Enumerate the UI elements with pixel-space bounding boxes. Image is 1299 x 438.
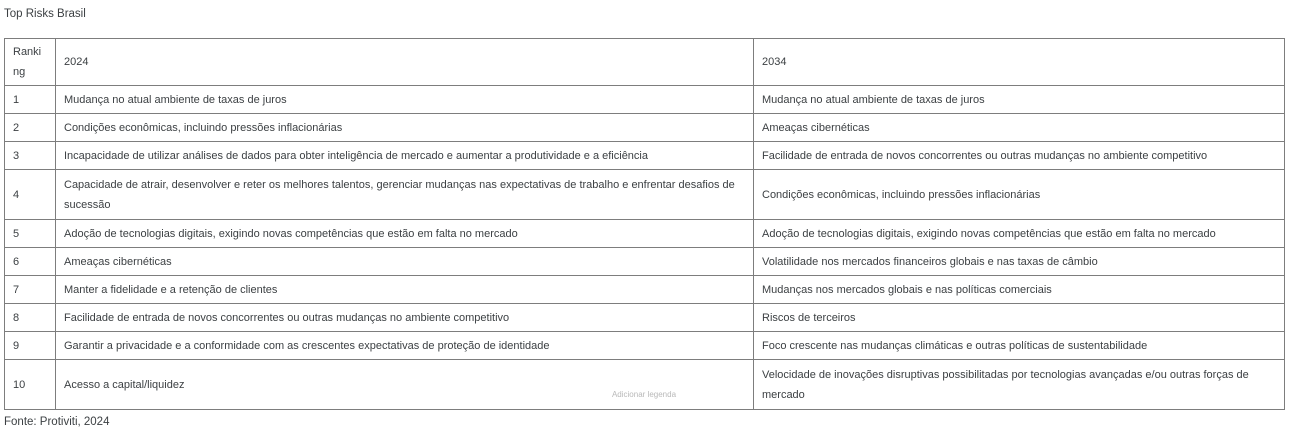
source-text: Fonte: Protiviti, 2024 <box>4 416 110 428</box>
risk-2024-cell: Capacidade de atrair, desenvolver e reter os melhores talentos, gerenciar mudanças nas expectativas de trabalho e enfrentar desafios de sucessão <box>56 170 754 220</box>
risk-2024-cell: Mudança no atual ambiente de taxas de juros <box>56 86 754 114</box>
risk-2024-cell: Adoção de tecnologias digitais, exigindo novas competências que estão em falta no mercado <box>56 220 754 248</box>
table-row <box>5 142 1285 170</box>
document-title: Top Risks Brasil <box>4 8 86 20</box>
risk-2034-cell: Ameaças cibernéticas <box>754 114 1285 142</box>
risks-table-container <box>4 38 1284 410</box>
risk-2024-cell: Ameaças cibernéticas <box>56 248 754 276</box>
rank-cell: 10 <box>5 360 56 410</box>
risk-2024-cell: Facilidade de entrada de novos concorrentes ou outras mudanças no ambiente competitivo <box>56 304 754 332</box>
table-row <box>5 332 1285 360</box>
table-row <box>5 304 1285 332</box>
table-row <box>5 220 1285 248</box>
risk-2024-cell: Incapacidade de utilizar análises de dados para obter inteligência de mercado e aumentar a produtividade e a eficiência <box>56 142 754 170</box>
rank-cell: 8 <box>5 304 56 332</box>
header-ranking: Ranking <box>5 39 56 86</box>
rank-cell: 4 <box>5 170 56 220</box>
risk-2024-cell: Garantir a privacidade e a conformidade com as crescentes expectativas de proteção de identidade <box>56 332 754 360</box>
risk-2034-cell: Foco crescente nas mudanças climáticas e outras políticas de sustentabilidade <box>754 332 1285 360</box>
risk-2034-cell: Adoção de tecnologias digitais, exigindo novas competências que estão em falta no mercado <box>754 220 1285 248</box>
risk-2034-cell: Condições econômicas, incluindo pressões inflacionárias <box>754 170 1285 220</box>
risk-2024-cell: Acesso a capital/liquidez <box>56 360 754 410</box>
risk-2034-cell: Velocidade de inovações disruptivas possibilitadas por tecnologias avançadas e/ou outras forças de mercado <box>754 360 1285 410</box>
rank-cell: 5 <box>5 220 56 248</box>
table-header-row <box>5 39 1285 86</box>
header-2024: 2024 <box>56 39 754 86</box>
table-row <box>5 360 1285 410</box>
table-row <box>5 248 1285 276</box>
table-row <box>5 86 1285 114</box>
risk-2034-cell: Facilidade de entrada de novos concorrentes ou outras mudanças no ambiente competitivo <box>754 142 1285 170</box>
header-2034: 2034 <box>754 39 1285 86</box>
risk-2024-cell: Condições econômicas, incluindo pressões inflacionárias <box>56 114 754 142</box>
caption-placeholder[interactable]: Adicionar legenda <box>611 390 677 399</box>
risk-2034-cell: Riscos de terceiros <box>754 304 1285 332</box>
risk-2024-cell: Manter a fidelidade e a retenção de clientes <box>56 276 754 304</box>
risk-2034-cell: Volatilidade nos mercados financeiros globais e nas taxas de câmbio <box>754 248 1285 276</box>
risks-table <box>4 38 1285 410</box>
rank-cell: 6 <box>5 248 56 276</box>
rank-cell: 3 <box>5 142 56 170</box>
rank-cell: 9 <box>5 332 56 360</box>
table-row <box>5 114 1285 142</box>
rank-cell: 2 <box>5 114 56 142</box>
table-row <box>5 170 1285 220</box>
rank-cell: 7 <box>5 276 56 304</box>
rank-cell: 1 <box>5 86 56 114</box>
risk-2034-cell: Mudança no atual ambiente de taxas de juros <box>754 86 1285 114</box>
risk-2034-cell: Mudanças nos mercados globais e nas políticas comerciais <box>754 276 1285 304</box>
table-row <box>5 276 1285 304</box>
